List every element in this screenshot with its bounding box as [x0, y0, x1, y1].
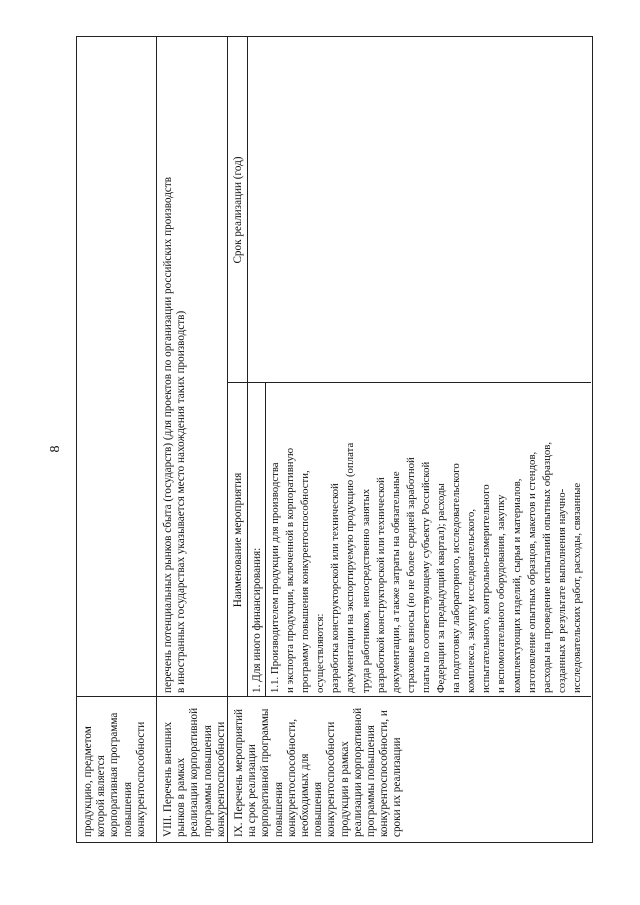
row3-subheader-divider: [265, 383, 266, 697]
body-line: на подготовку лабораторного, исследовательского: [450, 463, 463, 693]
label-column-divider: [76, 696, 591, 697]
body-line: и экспорта продукции, включенной в корпоративную: [284, 447, 297, 693]
body-line: 1.1. Производителем продукции для производства: [269, 462, 281, 693]
body-line: осуществляются:: [314, 613, 327, 693]
body-line: и вспомогательного оборудования, закупку: [495, 494, 508, 693]
row3-header-activity: Наименование мероприятия: [232, 472, 244, 608]
body-line: созданных в результате выполнения научно-: [555, 488, 568, 693]
row3-header-period: Срок реализации (год): [232, 156, 244, 264]
body-line: разработкой конструкторской или технической: [374, 477, 387, 693]
body-line: платы по соответствующему субъекту Российской: [419, 461, 432, 693]
body-line: комплектующих изделий, сырья и материалов,: [510, 478, 523, 693]
row3-subheader: 1. Для иного финансирования:: [251, 547, 263, 693]
body-line: изготовление опытных образцов, макетов и стендов,: [525, 451, 538, 693]
body-line: исследовательских работ, расходы, связанные: [570, 482, 583, 693]
body-line: испытательного, контрольно-измерительного: [480, 484, 493, 693]
body-line: расходы на проведение испытаний опытных образцов,: [540, 441, 553, 693]
body-line: документации, а также затраты на обязательные: [389, 471, 402, 693]
row3-header-divider: [247, 37, 248, 697]
body-line: комплекса, закупку исследовательского,: [465, 508, 478, 693]
body-line: разработка конструкторской или технической: [329, 483, 342, 693]
body-line: труда работников, непосредственно занятых: [359, 488, 372, 693]
page-number: 8: [48, 445, 63, 453]
row2-label: VIII. Перечень внешних рынков в рамках реализации корпоративной программы повышения конкурентоспособности: [162, 707, 227, 837]
row3-body: [268, 383, 585, 693]
body-line: Федерации за предыдущий квартал); расходы: [435, 483, 448, 693]
row1-label: продукцию, предметом которой является корпоративная программа повышения конкурентоспособности: [82, 712, 147, 837]
body-line: программу повышения конкурентоспособности,: [299, 470, 312, 693]
row3-label: IX. Перечень мероприятий на срок реализации корпоративной программы повышения конкурентоспособности, необходимых для повышения конкурентоспособности продукции в рамках реализации корпоративной программы повышения конкурентоспособности, и сроки их реализации: [233, 707, 404, 837]
body-line: документации на экспортируемую продукцию (оплата: [344, 442, 357, 693]
row2-content: перечень потенциальных рынков сбыта (государств) (для проектов по организации российских производств в иностранных государствах указывается место нахождения таких производств): [162, 176, 188, 693]
row-divider-1: [156, 37, 157, 843]
body-line: страховые взносы (но не более средней заработной: [404, 457, 417, 693]
